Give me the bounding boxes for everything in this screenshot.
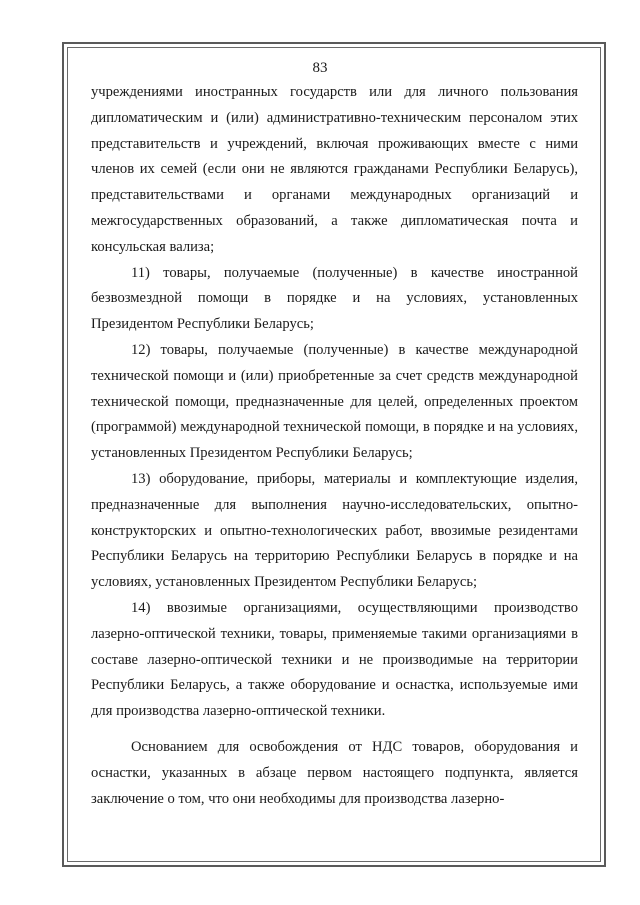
page-number: 83 [312,60,328,76]
paragraph-item-14: 14) ввозимые организациями, осуществляющими производство лазерно-оптической техники, товары, применяемые такими организациями в составе лазерно-оптической техники и не производимые на территории Республики Беларусь, а также оборудование и оснастка, используемые ими для производства лазерно-оптической техники. [91,599,578,720]
paragraph-item-12: 12) товары, получаемые (полученные) в качестве международной технической помощи и (или) приобретенные за счет средств международной технической помощи, предназначенные для целей, определенных проектом (программой) международной технической помощи, в порядке и на условиях, установленных Президентом Республики Беларусь; [91,341,578,462]
body-text [91,80,578,812]
paragraph-item-11: 11) товары, получаемые (полученные) в качестве иностранной безвозмездной помощи в порядке и на условиях, установленных Президентом Республики Беларусь; [91,264,578,333]
paragraph-continuation: учреждениями иностранных государств или для личного пользования дипломатическим и (или) административно-техническим персоналом этих представительств и учреждений, включая проживающих вместе с ними членов их семей (если они не являются гражданами Республики Беларусь), представительствами и органами международных организаций и межгосударственных образований, а также дипломатическая почта и консульская вализа; [91,84,578,255]
paragraph-basis: Основанием для освобождения от НДС товаров, оборудования и оснастки, указанных в абзаце первом настоящего подпункта, является заключение о том, что они необходимы для производства лазерно- [91,738,578,807]
paragraph-item-13: 13) оборудование, приборы, материалы и комплектующие изделия, предназначенные для выполнения научно-исследовательских, опытно-конструкторских и опытно-технологических работ, ввозимые резидентами Республики Беларусь на территорию Республики Беларусь в порядке и на условиях, установленных Президентом Республики Беларусь; [91,470,578,591]
